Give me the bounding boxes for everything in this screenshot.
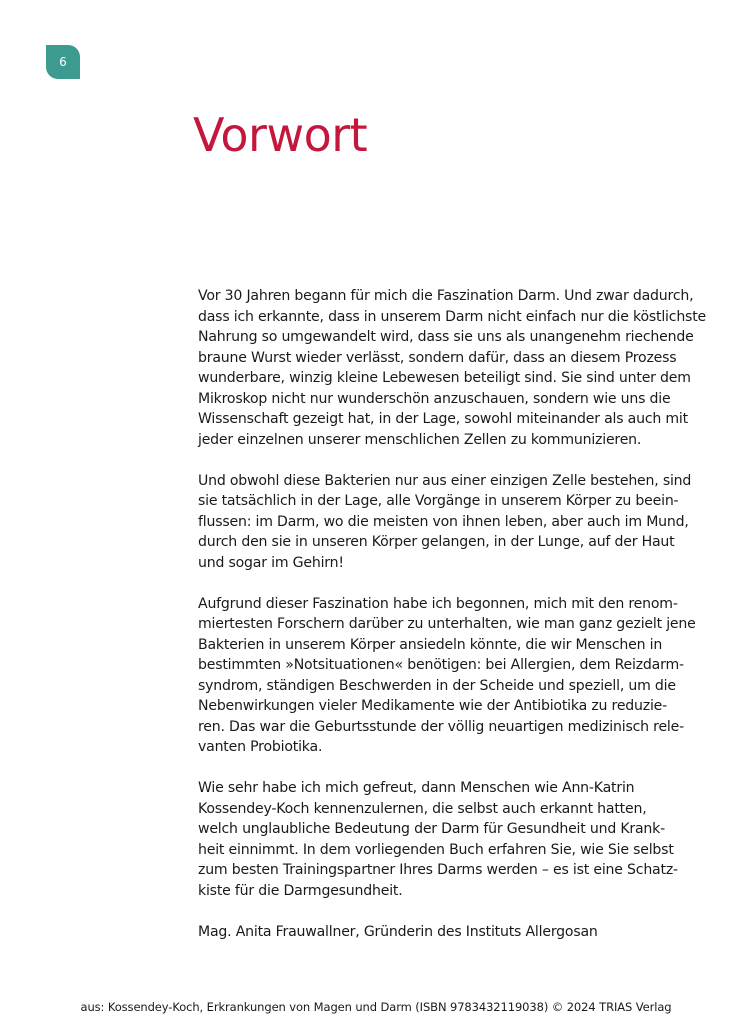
paragraph: [198, 471, 698, 574]
text-line: heit einnimmt. In dem vorliegenden Buch erfahren Sie, wie Sie selbst: [198, 841, 674, 858]
text-line: jeder einzelnen unserer menschlichen Zellen zu kommunizieren.: [198, 431, 642, 448]
source-footer: aus: Kossendey-Koch, Erkrankungen von Magen und Darm (ISBN 9783432119038) © 2024 TRIAS Verlag: [80, 1000, 672, 1014]
text-line: zum besten Trainingspartner Ihres Darms werden – es ist eine Schatz-: [198, 862, 678, 878]
text-line: Vor 30 Jahren begann für mich die Faszination Darm. Und zwar dadurch,: [198, 288, 694, 304]
text-line: vanten Probiotika.: [198, 739, 323, 755]
text-line: sie tatsächlich in der Lage, alle Vorgänge in unserem Körper zu beein-: [198, 493, 679, 509]
text-line: dass ich erkannte, dass in unserem Darm nicht einfach nur die köstlichste: [198, 308, 706, 325]
page-title: Vorwort: [193, 108, 368, 162]
text-line: Nahrung so umgewandelt wird, dass sie uns als unangenehm riechende: [198, 329, 694, 345]
text-line: syndrom, ständigen Beschwerden in der Scheide und speziell, um die: [198, 677, 676, 694]
paragraph: [198, 778, 698, 901]
text-line: kiste für die Darmgesundheit.: [198, 882, 403, 899]
paragraph-list: [198, 286, 706, 901]
text-line: welch unglaubliche Bedeutung der Darm für Gesundheit und Krank-: [198, 821, 666, 837]
text-line: miertesten Forschern darüber zu unterhalten, wie man ganz gezielt jene: [198, 616, 696, 632]
text-line: Wissenschaft gezeigt hat, in der Lage, sowohl miteinander als auch mit: [198, 411, 688, 427]
paragraph: [198, 286, 706, 450]
text-line: bestimmten »Notsituationen« benötigen: bei Allergien, dem Reizdarm-: [198, 657, 684, 673]
foreword-body: [198, 286, 706, 942]
text-line: Wie sehr habe ich mich gefreut, dann Menschen wie Ann-Katrin: [198, 780, 635, 796]
page-number-badge: [46, 45, 80, 79]
text-line: durch den sie in unseren Körper gelangen, in der Lunge, auf der Haut: [198, 534, 675, 550]
text-line: Mikroskop nicht nur wunderschön anzuschauen, sondern wie uns die: [198, 390, 671, 407]
text-line: und sogar im Gehirn!: [198, 554, 344, 571]
page-number: 6: [59, 55, 67, 69]
paragraph: [198, 594, 698, 758]
text-line: flussen: im Darm, wo die meisten von ihnen leben, aber auch im Mund,: [198, 513, 689, 530]
text-line: Kossendey-Koch kennenzulernen, die selbst auch erkannt hatten,: [198, 800, 647, 817]
text-line: Bakterien in unserem Körper ansiedeln könnte, die wir Menschen in: [198, 636, 663, 653]
text-line: Nebenwirkungen vieler Medikamente wie der Antibiotika zu reduzie-: [198, 698, 668, 714]
text-line: Und obwohl diese Bakterien nur aus einer einzigen Zelle bestehen, sind: [198, 472, 692, 489]
text-line: braune Wurst wieder verlässt, sondern dafür, dass an diesem Prozess: [198, 349, 677, 366]
signature: Mag. Anita Frauwallner, Gründerin des Instituts Allergosan: [198, 923, 598, 940]
text-line: ren. Das war die Geburtsstunde der völlig neuartigen medizinisch rele-: [198, 718, 684, 735]
text-line: wunderbare, winzig kleine Lebewesen beteiligt sind. Sie sind unter dem: [198, 370, 691, 386]
text-line: Aufgrund dieser Faszination habe ich begonnen, mich mit den renom-: [198, 595, 678, 612]
